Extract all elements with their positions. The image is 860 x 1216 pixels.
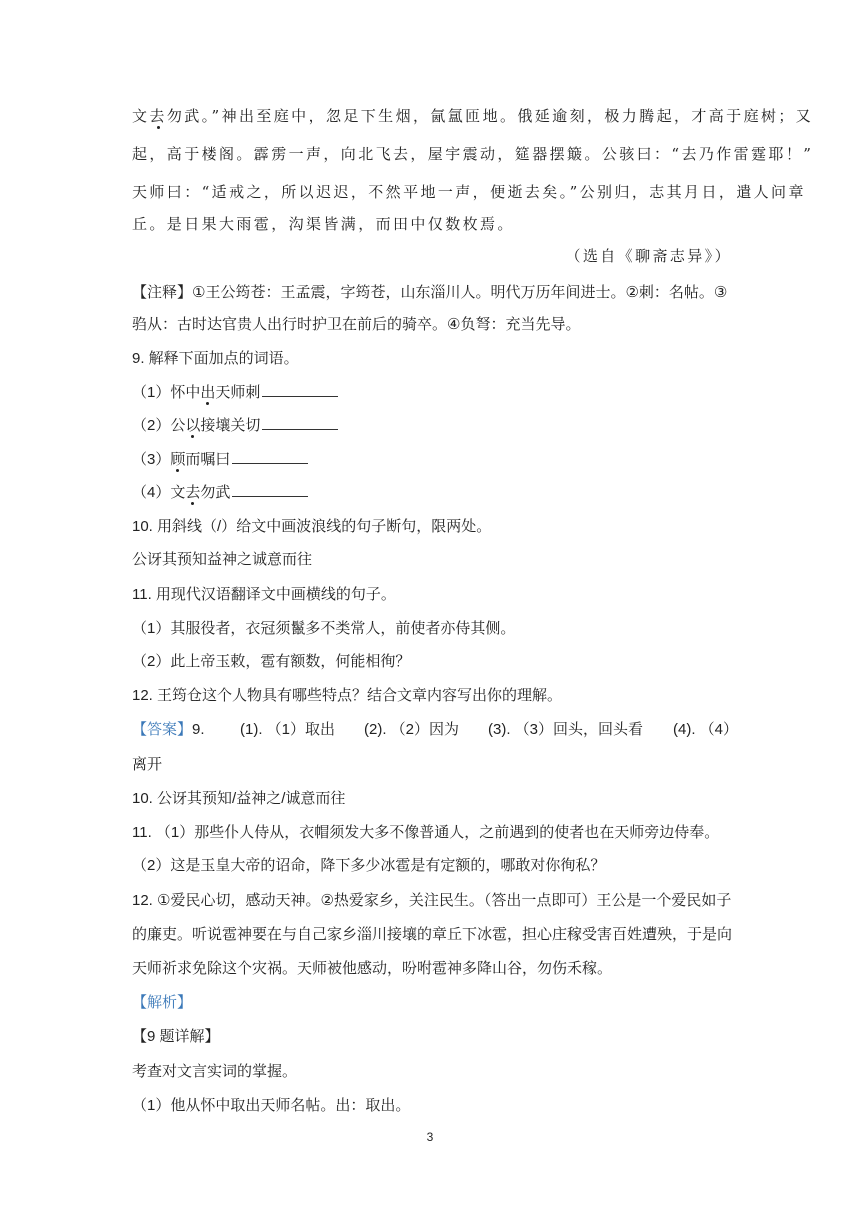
q10-sentence: 公讶其预知益神之诚意而往 [132, 551, 313, 568]
passage-line-4: 丘。是日果大雨雹，沟渠皆满，而田中仅数枚焉。 [132, 215, 515, 233]
answer-9-2: (2). （2）因为 [364, 721, 460, 738]
dotted-char: 以 [185, 417, 201, 434]
notes-line-1: 【注释】①王公筠苍：王孟震，字筠苍，山东淄川人。明代万历年间进士。②刺：名帖。③ [132, 284, 728, 301]
q10-title: 10. 用斜线（/）给文中画波浪线的句子断句，限两处。 [132, 518, 492, 535]
answer-blank [262, 415, 338, 430]
dotted-char: 顾 [170, 451, 186, 468]
answer-12-line-1: 12. ①爱民心切，感动天神。②热爱家乡，关注民生。（答出一点即可）王公是一个爱民如子 [132, 892, 732, 909]
passage-line-2: 起，高于楼阁。霹雳一声，向北飞去，屋宇震动，筵器摆簸。公骇曰：“去乃作雷霆耶！” [132, 145, 814, 163]
q11-sentence-1: （1）其服役者，衣冠须鬣多不类常人，前使者亦侍其侧。 [132, 620, 516, 637]
passage-line-3: 天师曰：“适戒之，所以迟迟，不然平地一声，便逝去矣。”公别归，志其月日，遣人问章 [132, 183, 806, 201]
answer-blank [262, 382, 338, 397]
answer-9-3: (3). （3）回头，回头看 [488, 721, 644, 738]
analysis-intro: 考查对文言实词的掌握。 [132, 1063, 298, 1080]
q9-item-3: （3）顾而嘱曰 [132, 449, 732, 470]
analysis-item-1: （1）他从怀中取出天师名帖。出：取出。 [132, 1097, 411, 1114]
answer-9-1: (1). （1）取出 [240, 721, 336, 738]
answer-label: 【答案】 [132, 721, 193, 738]
q11-title: 11. 用现代汉语翻译文中画横线的句子。 [132, 586, 396, 603]
answer-12-line-3: 天师祈求免除这个灾祸。天师被他感动，吩咐雹神多降山谷，勿伤禾稼。 [132, 960, 613, 977]
page-number: 3 [426, 1130, 434, 1144]
answer-9-4: (4). （4） [673, 721, 739, 738]
q9-item-1: （1）怀中出天师刺 [132, 382, 732, 403]
q9-title: 9. 解释下面加点的词语。 [132, 350, 299, 367]
answer-blank [232, 482, 308, 497]
dotted-char: 去 [149, 107, 167, 125]
q11-sentence-2: （2）此上帝玉敕，雹有额数，何能相徇？ [132, 653, 411, 670]
q9-item-2: （2）公以接壤关切 [132, 415, 732, 436]
answer-12-line-2: 的廉吏。听说雹神要在与自己家乡淄川接壤的章丘下冰雹，担心庄稼受害百姓遭殃，于是向 [132, 926, 733, 943]
answer-line-1: 【答案】9. (1). （1）取出 (2). （2）因为 (3). （3）回头，回头看 (4). （4） [132, 721, 739, 738]
passage-line-1: 文去勿武。”神出至庭中，忽足下生烟，氤氲匝地。俄延逾刻，极力腾起，才高于庭树；又 [132, 107, 814, 125]
answer-blank [232, 449, 308, 464]
q9-item-4: （4）文去勿武 [132, 482, 732, 503]
dotted-char: 去 [185, 484, 201, 501]
dotted-char: 出 [200, 384, 216, 401]
answer-11-1: 11. （1）那些仆人侍从，衣帽须发大多不像普通人，之前遇到的使者也在天师旁边侍奉。 [132, 824, 720, 841]
analysis-q9-heading: 【9 题详解】 [132, 1028, 220, 1045]
passage-source: （选自《聊斋志异》） [565, 247, 732, 265]
analysis-label: 【解析】 [132, 994, 193, 1011]
q12-title: 12. 王筠仓这个人物具有哪些特点？结合文章内容写出你的理解。 [132, 687, 563, 704]
answer-10: 10. 公讶其预知/益神之/诚意而往 [132, 790, 346, 807]
answer-11-2: （2）这是玉皇大帝的诏命，降下多少冰雹是有定额的，哪敢对你徇私？ [132, 857, 606, 874]
answer-line-2: 离开 [132, 756, 163, 773]
notes-line-2: 驺从：古时达官贵人出行时护卫在前后的骑卒。④负弩：充当先导。 [132, 316, 581, 333]
